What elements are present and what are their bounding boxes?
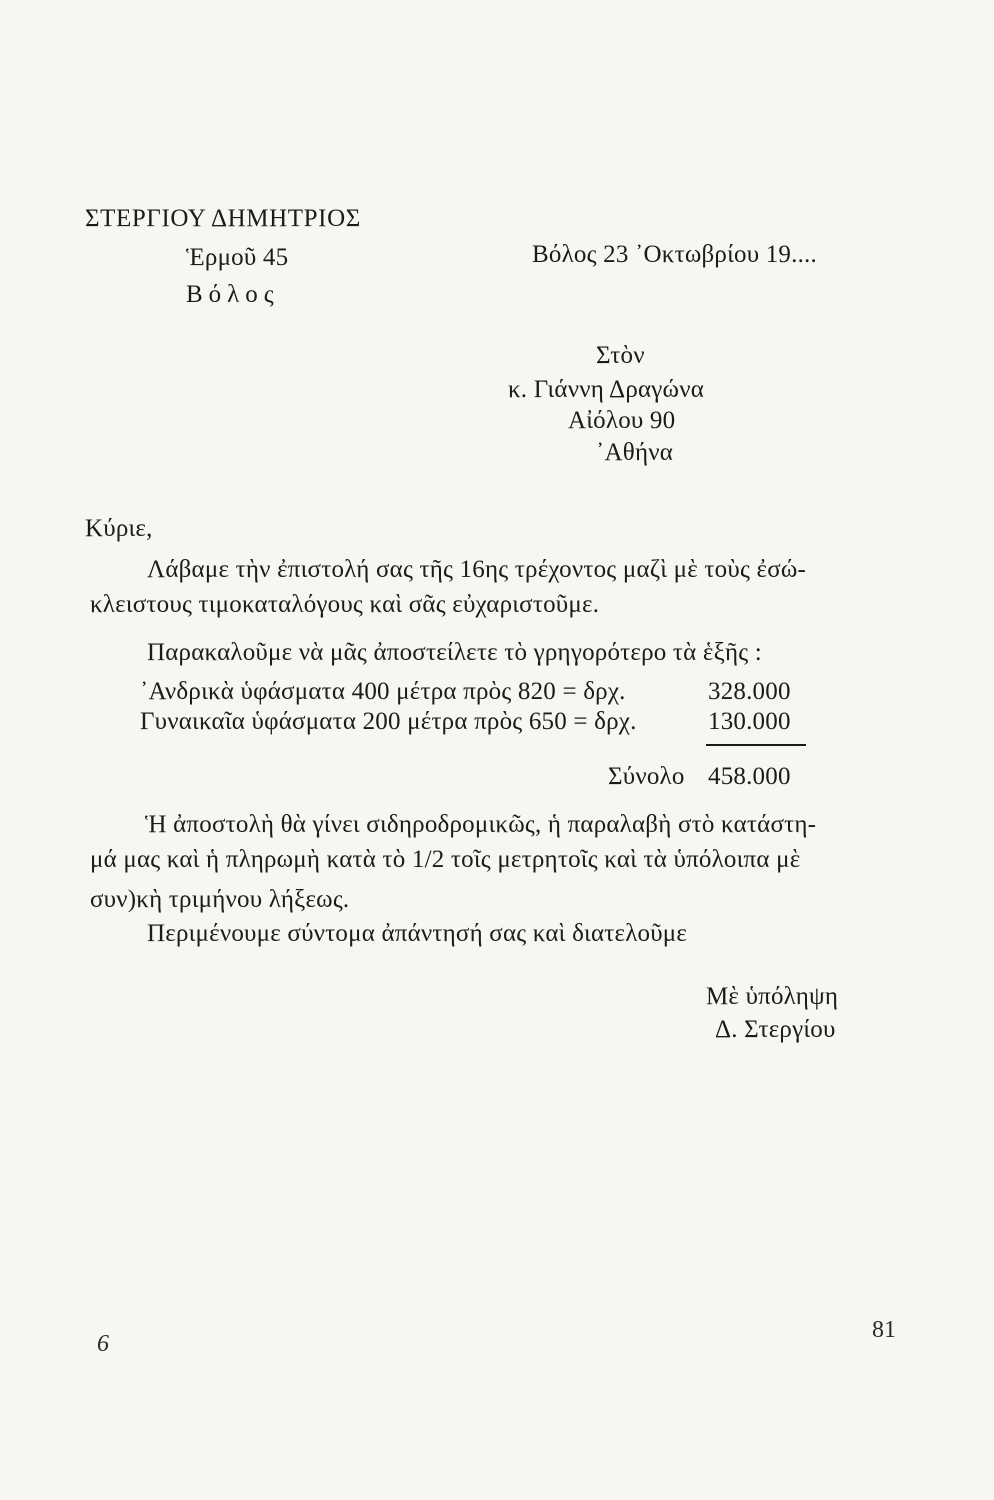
paragraph1-line1: Λάβαμε τὴν ἐπιστολή σας τῆς 16ης τρέχοντος μαζὶ μὲ τοὺς ἐσώ-: [147, 556, 807, 583]
sender-name: ΣΤΕΡΓΙΟΥ ΔΗΜΗΤΡΙΟΣ: [85, 205, 361, 232]
sum-rule: [706, 744, 806, 746]
signature: Δ. Στεργίου: [715, 1016, 836, 1043]
paragraph2: Παρακαλοῦμε νὰ μᾶς ἀποστείλετε τὸ γρηγορότερο τὰ ἑξῆς :: [147, 639, 762, 666]
order-item-amount: 130.000: [708, 708, 791, 735]
page-number-left: 6: [97, 1331, 109, 1357]
date-line: Βόλος 23 ᾿Οκτωβρίου 19....: [532, 241, 817, 268]
recipient-to: Στὸν: [596, 342, 645, 369]
page-number-right: 81: [872, 1317, 896, 1343]
paragraph3-line1: Ἡ ἀποστολὴ θὰ γίνει σιδηροδρομικῶς, ἡ παραλαβὴ στὸ κατάστη-: [145, 811, 817, 838]
recipient-street: Αἰόλου 90: [568, 407, 676, 434]
closing: Μὲ ὑπόληψη: [706, 983, 839, 1010]
order-item-label: Γυναικαῖα ὑφάσματα 200 μέτρα πρὸς 650 = δρχ.: [140, 708, 637, 735]
total-amount: 458.000: [708, 763, 791, 790]
sender-city: Βόλος: [186, 281, 280, 308]
paragraph1-line2: κλειστους τιμοκαταλόγους καὶ σᾶς εὐχαριστοῦμε.: [90, 591, 600, 618]
order-item-amount: 328.000: [708, 678, 791, 705]
recipient-name: κ. Γιάννη Δραγώνα: [508, 376, 705, 403]
paragraph3-line3: συν)κὴ τριμήνου λήξεως.: [90, 886, 350, 913]
recipient-city: ᾿Αθήνα: [596, 439, 674, 466]
total-label: Σύνολο: [608, 763, 685, 790]
salutation: Κύριε,: [85, 515, 153, 542]
sender-street: Ἑρμοῦ 45: [186, 244, 289, 271]
order-item-label: ᾿Ανδρικὰ ὑφάσματα 400 μέτρα πρὸς 820 = δρχ.: [140, 678, 626, 705]
paragraph3-line2: μά μας καὶ ἡ πληρωμὴ κατὰ τὸ 1/2 τοῖς μετρητοῖς καὶ τὰ ὑπόλοιπα μὲ: [90, 846, 801, 873]
paragraph4: Περιμένουμε σύντομα ἀπάντησή σας καὶ διατελοῦμε: [147, 920, 688, 947]
